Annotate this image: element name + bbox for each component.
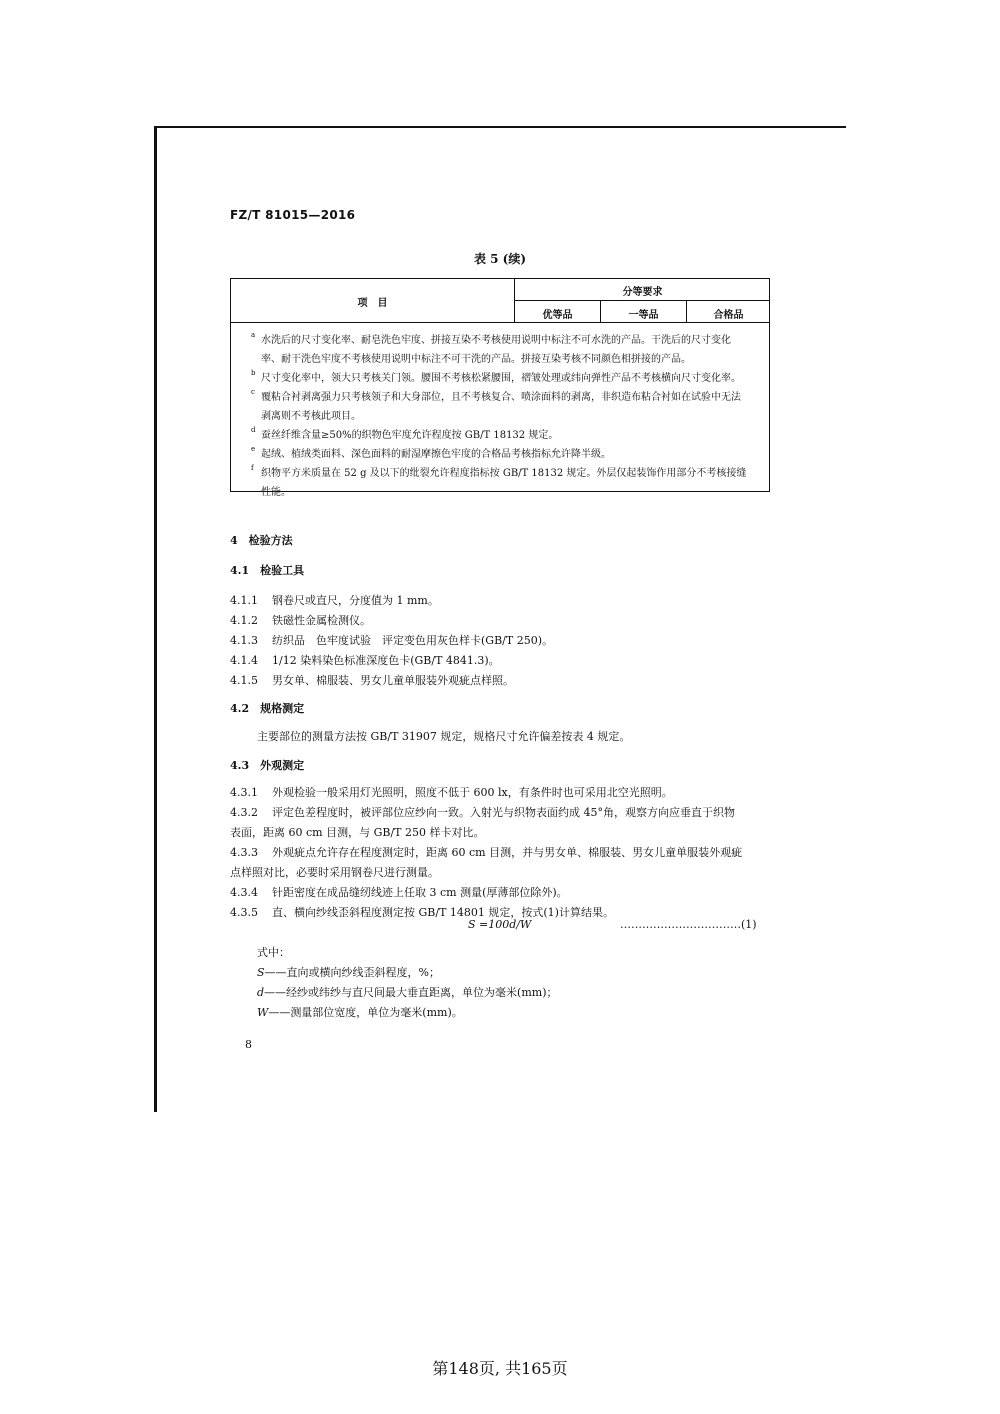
clause-4-1-1: 4.1.1 钢卷尺或直尺，分度值为 1 mm。 bbox=[230, 594, 439, 607]
clause-4-1-2: 4.1.2 铁磁性金属检测仪。 bbox=[230, 614, 371, 627]
page-number: 8 bbox=[245, 1038, 252, 1051]
section-4-heading: 4 检验方法 bbox=[230, 534, 293, 547]
clause-4-3-line: 4.3.4 针距密度在成品缝纫线迹上任取 3 cm 测量(厚薄部位除外)。 bbox=[230, 886, 568, 899]
where-label: 式中： bbox=[257, 946, 290, 959]
header-bottom-line bbox=[231, 322, 769, 323]
footnote-line: c 覆粘合衬剥离强力只考核领子和大身部位，且不考核复合、喷涂面料的剥离，非织造布粘合衬如在试验中无法 bbox=[251, 388, 741, 403]
footnote-line: a 水洗后的尺寸变化率、耐皂洗色牢度、拼接互染不考核使用说明中标注不可水洗的产品。干洗后的尺寸变化 bbox=[251, 331, 731, 346]
document-code: FZ/T 81015—2016 bbox=[230, 208, 356, 222]
table-footnotes bbox=[251, 331, 765, 502]
clause-4-1-3: 4.1.3 纺织品 色牢度试验 评定变色用灰色样卡(GB/T 250)。 bbox=[230, 634, 553, 647]
footnote-line: 剥离则不考核此项目。 bbox=[261, 411, 361, 422]
variable-definition: S——直向或横向纱线歪斜程度，%； bbox=[257, 966, 440, 979]
footnote-line: d 蚕丝纤维含量≥50%的织物色牢度允许程度按 GB/T 18132 规定。 bbox=[251, 426, 559, 441]
section-4-1-heading: 4.1 检验工具 bbox=[230, 564, 305, 577]
clause-4-3-line: 4.3.3 外观疵点允许存在程度测定时，距离 60 cm 目测，并与男女单、棉服装、男女儿童单服装外观疵 bbox=[230, 846, 743, 859]
footnote-line: 率、耐干洗色牢度不考核使用说明中标注不可干洗的产品。拼接互染考核不同颜色相拼接的产品。 bbox=[261, 354, 691, 365]
left-border-line bbox=[154, 127, 157, 1112]
formula-number: ……………………………(1) bbox=[620, 918, 757, 931]
clause-4-3-line: 表面，距离 60 cm 目测，与 GB/T 250 样卡对比。 bbox=[230, 826, 485, 839]
clause-4-3-line: 4.3.5 直、横向纱线歪斜程度测定按 GB/T 14801 规定，按式(1)计算结果。 bbox=[230, 906, 614, 919]
column-header-item: 项 目 bbox=[357, 298, 388, 309]
formula-1: S =100d/W bbox=[468, 918, 532, 931]
column-header-grade-3: 合格品 bbox=[713, 310, 744, 321]
column-header-grade-2: 一等品 bbox=[628, 310, 659, 321]
variable-definition: d——经纱或纬纱与直尺间最大垂直距离，单位为毫米(mm)； bbox=[257, 986, 558, 999]
clause-4-3-line: 点样照对比，必要时采用钢卷尺进行测量。 bbox=[230, 866, 439, 879]
grading-table bbox=[230, 278, 770, 498]
clause-4-1-5: 4.1.5 男女单、棉服装、男女儿童单服装外观疵点样照。 bbox=[230, 674, 514, 687]
clause-4-1-4: 4.1.4 1/12 染料染色标准深度色卡(GB/T 4841.3)。 bbox=[230, 654, 500, 667]
column-header-grading: 分等要求 bbox=[622, 287, 663, 298]
footnote-line: e 起绒、植绒类面料、深色面料的耐湿摩擦色牢度的合格品考核指标允许降半级。 bbox=[251, 445, 611, 460]
table-title: 表 5 (续) bbox=[473, 252, 527, 266]
column-header-grade-1: 优等品 bbox=[542, 310, 573, 321]
header-divider bbox=[514, 300, 770, 301]
top-border-line bbox=[154, 126, 846, 128]
section-4-2-heading: 4.2 规格测定 bbox=[230, 702, 305, 715]
page-counter-footer: 第148页, 共165页 bbox=[432, 1359, 568, 1378]
clause-4-3-line: 4.3.2 评定色差程度时，被评部位应纱向一致。入射光与织物表面约成 45°角，观察方向应垂直于织物 bbox=[230, 806, 735, 819]
clause-4-3-line: 4.3.1 外观检验一般采用灯光照明，照度不低于 600 lx，有条件时也可采用北空光照明。 bbox=[230, 786, 673, 799]
variable-definition: W——测量部位宽度，单位为毫米(mm)。 bbox=[257, 1006, 463, 1019]
footnote-line: f 织物平方米质量在 52 g 及以下的纰裂允许程度指标按 GB/T 18132 规定。外层仅起装饰作用部分不考核接缝 bbox=[251, 464, 747, 479]
section-4-3-heading: 4.3 外观测定 bbox=[230, 759, 305, 772]
footnote-line: 性能。 bbox=[261, 487, 291, 498]
clause-4-2-text: 主要部位的测量方法按 GB/T 31907 规定，规格尺寸允许偏差按表 4 规定。 bbox=[257, 730, 631, 743]
footnote-line: b 尺寸变化率中，领大只考核关门领。腰围不考核松紧腰围，褶皱处理或纬向弹性产品不考核横向尺寸变化率。 bbox=[251, 369, 741, 384]
